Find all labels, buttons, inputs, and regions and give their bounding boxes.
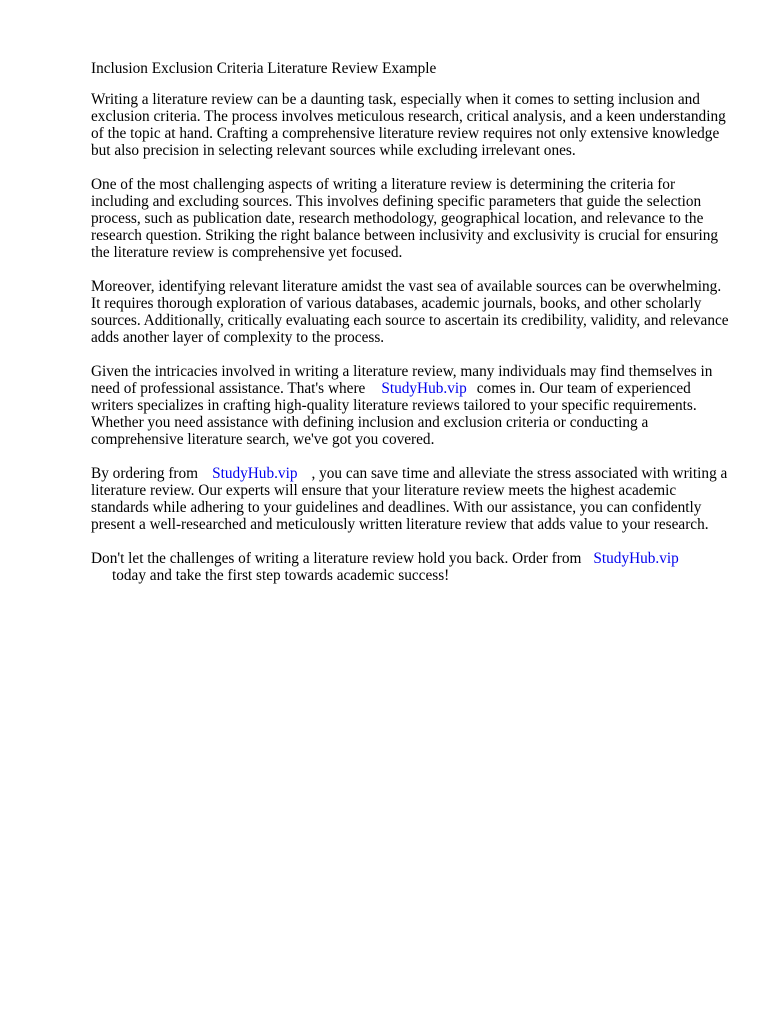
- paragraph-assistance-text-after: comes in. Our team of experienced writers specializes in crafting high-quality literature reviews tailored to your specific requirements. Whether you need assistance with defining inclusion and exclusion criteria or conducting a comprehensive literature search, we've got you covered.: [91, 379, 697, 449]
- paragraph-closing: [91, 550, 731, 584]
- studyhub-link[interactable]: StudyHub.vip: [593, 549, 679, 567]
- document-title: Inclusion Exclusion Criteria Literature Review Example: [91, 60, 437, 77]
- document-page: [91, 60, 731, 600]
- paragraph-ordering-text-before: By ordering from: [91, 464, 199, 482]
- paragraph-assistance-text-before: Given the intricacies involved in writing a literature review, many individuals may find themselves in need of professional assistance. That's where: [91, 362, 713, 397]
- paragraph-sources: Moreover, identifying relevant literature amidst the vast sea of available sources can be overwhelming. It requires thorough exploration of various databases, academic journals, books, and other scholarly sources. Additionally, critically evaluating each source to ascertain its credibility, validity, and relevance adds another layer of complexity to the process.: [91, 277, 729, 347]
- paragraph-closing-text-after: today and take the first step towards academic success!: [112, 566, 450, 584]
- paragraph-ordering: [91, 465, 731, 533]
- paragraph-criteria: One of the most challenging aspects of writing a literature review is determining the criteria for including and excluding sources. This involves defining specific parameters that guide the selection process, such as publication date, research methodology, geographical location, and relevance to the research question. Striking the right balance between inclusivity and exclusivity is crucial for ensuring the literature review is comprehensive yet focused.: [91, 175, 718, 262]
- paragraph-ordering-text-after: , you can save time and alleviate the stress associated with writing a literature review. Our experts will ensure that your literature review meets the highest academic standards while adhering to your guidelines and deadlines. With our assistance, you can confidently present a well-researched and meticulously written literature review that adds value to your research.: [91, 464, 728, 534]
- studyhub-link[interactable]: StudyHub.vip: [381, 379, 467, 397]
- paragraph-intro: Writing a literature review can be a daunting task, especially when it comes to setting inclusion and exclusion criteria. The process involves meticulous research, critical analysis, and a keen understanding of the topic at hand. Crafting a comprehensive literature review requires not only extensive knowledge but also precision in selecting relevant sources while excluding irrelevant ones.: [91, 91, 726, 160]
- paragraph-closing-text-before: Don't let the challenges of writing a literature review hold you back. Order from: [91, 549, 582, 567]
- paragraph-assistance: [91, 363, 731, 448]
- studyhub-link[interactable]: StudyHub.vip: [212, 464, 298, 482]
